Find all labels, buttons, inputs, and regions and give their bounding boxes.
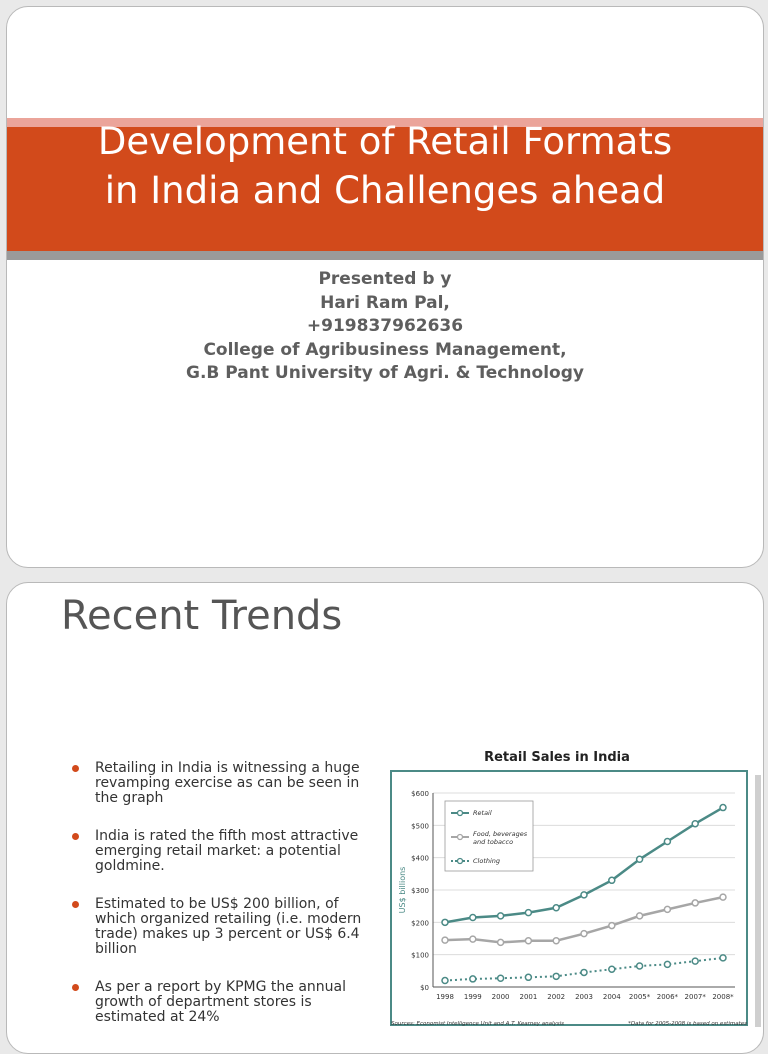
- data-point-2: [470, 976, 476, 982]
- data-point-2: [637, 963, 643, 969]
- x-tick-label: 2008*: [712, 993, 734, 1001]
- presenter-phone: +919837962636: [306, 316, 464, 336]
- data-point-0: [553, 905, 559, 911]
- data-point-1: [470, 936, 476, 942]
- data-point-0: [609, 877, 615, 883]
- chart-shadow: [755, 775, 761, 1027]
- legend-label-part: and tobacco: [473, 838, 514, 846]
- presenter-name: Hari Ram Pal,: [320, 292, 450, 313]
- y-axis-label: US$ billions: [398, 866, 407, 914]
- slide-heading: Recent Trends: [61, 593, 343, 639]
- data-point-1: [581, 931, 587, 937]
- data-point-1: [442, 937, 448, 943]
- data-point-0: [442, 919, 448, 925]
- y-tick-label: $100: [411, 951, 429, 960]
- slide-title-line-2: in India and Challenges ahead: [104, 169, 666, 212]
- presenter-line: Presented b y: [318, 269, 452, 289]
- retail-sales-chart: [383, 769, 763, 1029]
- chart-source: Sources: Economist Intelligence Unit and A.T. Kearney analysis: [391, 1021, 565, 1027]
- bullet-item: As per a report by KPMG the annual growth of department stores is estimated at 24%: [67, 980, 367, 1025]
- bullet-item: Retailing in India is witnessing a huge revamping exercise as can be seen in the graph: [67, 761, 367, 806]
- legend-label-part: Food, beverages: [473, 830, 528, 838]
- slide-title: [7, 117, 763, 215]
- data-point-1: [637, 913, 643, 919]
- x-tick-label: 2000: [491, 993, 510, 1001]
- y-tick-label: $600: [411, 790, 429, 798]
- y-tick-label: $400: [411, 854, 429, 863]
- legend-marker: [458, 835, 463, 840]
- y-tick-label: $200: [411, 919, 429, 928]
- data-point-0: [525, 910, 531, 916]
- presenter-university: G.B Pant University of Agri. & Technology: [186, 363, 584, 383]
- chart-footnote: *Data for 2005-2008 is based on estimates: [628, 1021, 747, 1027]
- data-point-0: [692, 821, 698, 827]
- y-tick-label: $500: [411, 822, 429, 831]
- data-point-0: [470, 914, 476, 920]
- title-band-bottom-stripe: [7, 251, 763, 260]
- x-tick-label: 1999: [463, 993, 482, 1001]
- data-point-1: [553, 938, 559, 944]
- data-point-2: [581, 969, 587, 975]
- data-point-1: [720, 894, 726, 900]
- data-point-2: [525, 974, 531, 980]
- x-tick-label: 2007*: [684, 993, 706, 1001]
- data-point-2: [609, 966, 615, 972]
- data-point-0: [581, 892, 587, 898]
- slide-title-line-1: Development of Retail Formats: [97, 120, 673, 163]
- data-point-1: [525, 938, 531, 944]
- recent-trends-slide: [6, 582, 764, 1054]
- y-tick-label: $300: [411, 887, 429, 895]
- data-point-1: [498, 939, 504, 945]
- x-tick-label: 2001: [519, 993, 538, 1001]
- presenter-block: [7, 268, 763, 386]
- bullet-item: India is rated the fifth most attractive emerging retail market: a potential goldmine.: [67, 829, 367, 874]
- data-point-0: [637, 856, 643, 862]
- bullet-item: Estimated to be US$ 200 billion, of which organized retailing (i.e. modern trade) makes up 3 percent or US$ 6.4 billion: [67, 897, 367, 957]
- x-tick-label: 2003: [575, 993, 593, 1001]
- x-tick-label: 2004: [602, 993, 621, 1001]
- data-point-2: [498, 975, 504, 981]
- legend-marker: [458, 859, 463, 864]
- legend-label: Clothing: [473, 857, 501, 865]
- data-point-1: [609, 923, 615, 929]
- x-tick-label: 2006*: [656, 993, 679, 1001]
- data-point-0: [664, 839, 670, 845]
- x-tick-label: 1998: [436, 993, 454, 1001]
- data-point-2: [442, 978, 448, 984]
- legend-label: Retail: [473, 809, 492, 817]
- data-point-2: [692, 958, 698, 964]
- data-point-0: [720, 805, 726, 811]
- y-tick-label: $0: [420, 984, 429, 992]
- title-slide: [6, 6, 764, 568]
- data-point-1: [692, 900, 698, 906]
- data-point-2: [553, 973, 559, 979]
- chart-title: Retail Sales in India: [484, 750, 630, 765]
- legend-marker: [458, 811, 463, 816]
- x-tick-label: 2005*: [628, 993, 651, 1001]
- data-point-0: [498, 913, 504, 919]
- data-point-2: [664, 961, 670, 967]
- data-point-1: [664, 906, 670, 912]
- data-point-2: [720, 955, 726, 961]
- presenter-college: College of Agribusiness Management,: [203, 339, 567, 360]
- x-tick-label: 2002: [547, 993, 566, 1001]
- bullet-list: [67, 761, 367, 1048]
